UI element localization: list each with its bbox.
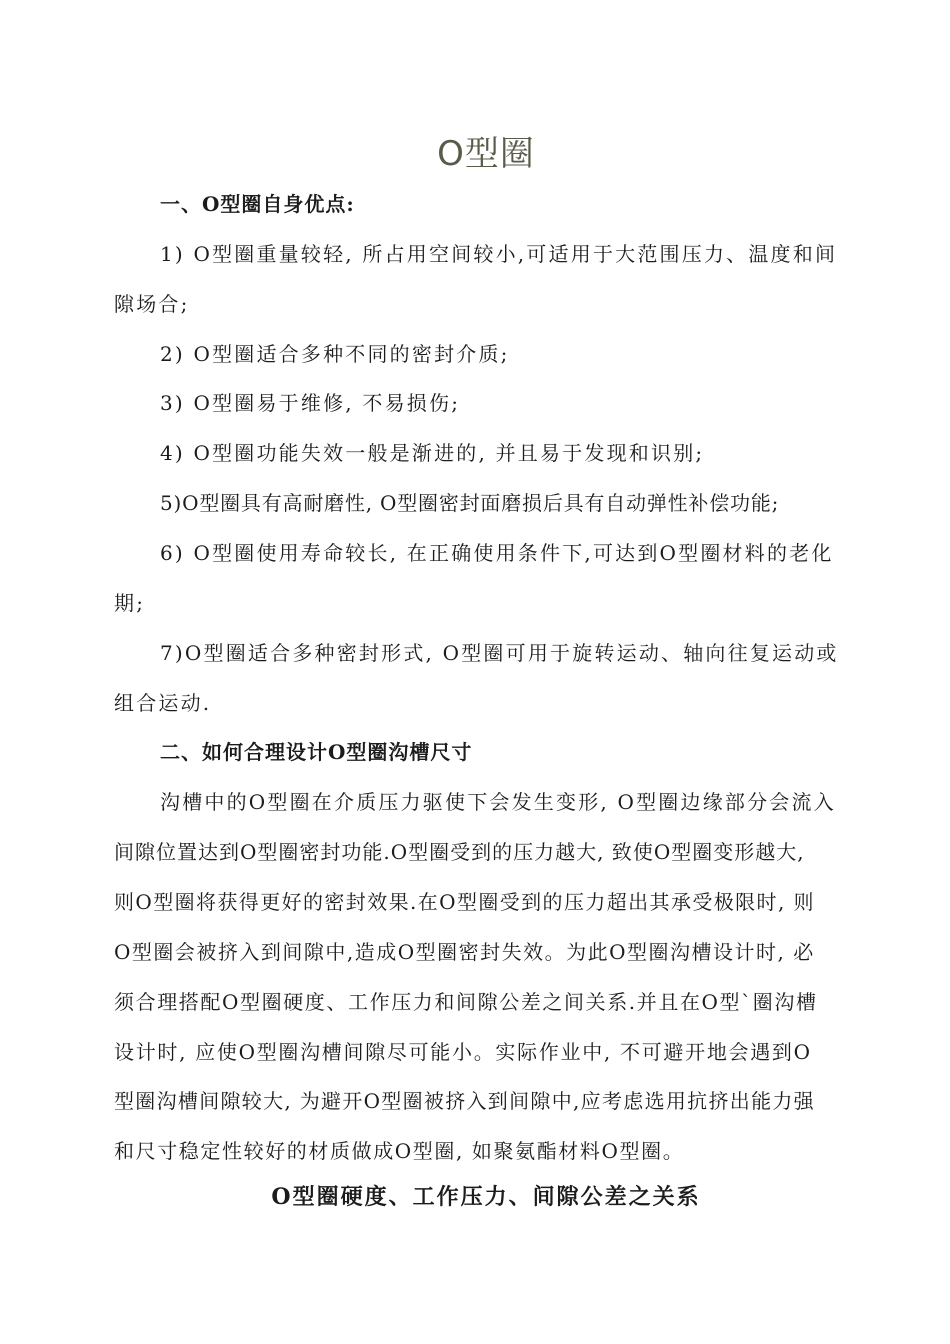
paragraph-line: 间隙位置达到O型圈密封功能.O型圈受到的压力越大, 致使O型圈变形越大, xyxy=(114,840,805,864)
paragraph-line: 则O型圈将获得更好的密封效果.在O型圈受到的压力超出其承受极限时, 则 xyxy=(114,890,815,914)
paragraph-line: 2) O型圈适合多种不同的密封介质; xyxy=(160,342,510,366)
paragraph-line: 隙场合; xyxy=(114,292,190,316)
paragraph-line: 设计时, 应使O型圈沟槽间隙尽可能小。实际作业中, 不可避开地会遇到O xyxy=(114,1040,812,1064)
paragraph-line: 期; xyxy=(114,591,146,615)
section-heading-advantages: 一、O型圈自身优点: xyxy=(160,192,355,216)
paragraph-line: 3) O型圈易于维修, 不易损伤; xyxy=(160,391,461,415)
paragraph-line: O型圈会被挤入到间隙中,造成O型圈密封失效。为此O型圈沟槽设计时, 必 xyxy=(114,940,815,964)
document-title: O型圈 xyxy=(437,134,535,174)
paragraph-line: 组合运动. xyxy=(114,691,212,715)
paragraph-line: 型圈沟槽间隙较大, 为避开O型圈被挤入到间隙中,应考虑选用抗挤出能力强 xyxy=(114,1089,815,1113)
section-heading-groove-design: 二、如何合理设计O型圈沟槽尺寸 xyxy=(160,740,473,764)
paragraph-line: 须合理搭配O型圈硬度、工作压力和间隙公差之间关系.并且在O型`圈沟槽 xyxy=(114,990,818,1014)
paragraph-line: 和尺寸稳定性较好的材质做成O型圈, 如聚氨酯材料O型圈。 xyxy=(114,1139,685,1163)
paragraph-line: 5)O型圈具有高耐磨性, O型圈密封面磨损后具有自动弹性补偿功能; xyxy=(160,491,780,515)
section-subtitle-relationship: O型圈硬度、工作压力、间隙公差之关系 xyxy=(271,1184,701,1210)
paragraph-line: 6) O型圈使用寿命较长, 在正确使用条件下,可达到O型圈材料的老化 xyxy=(160,541,834,565)
paragraph-line: 沟槽中的O型圈在介质压力驱使下会发生变形, O型圈边缘部分会流入 xyxy=(160,790,836,814)
paragraph-line: 7)O型圈适合多种密封形式, O型圈可用于旋转运动、轴向往复运动或 xyxy=(160,641,839,665)
paragraph-line: 4) O型圈功能失效一般是渐进的, 并且易于发现和识别; xyxy=(160,441,705,465)
paragraph-line: 1) O型圈重量较轻, 所占用空间较小,可适用于大范围压力、温度和间 xyxy=(160,242,838,266)
